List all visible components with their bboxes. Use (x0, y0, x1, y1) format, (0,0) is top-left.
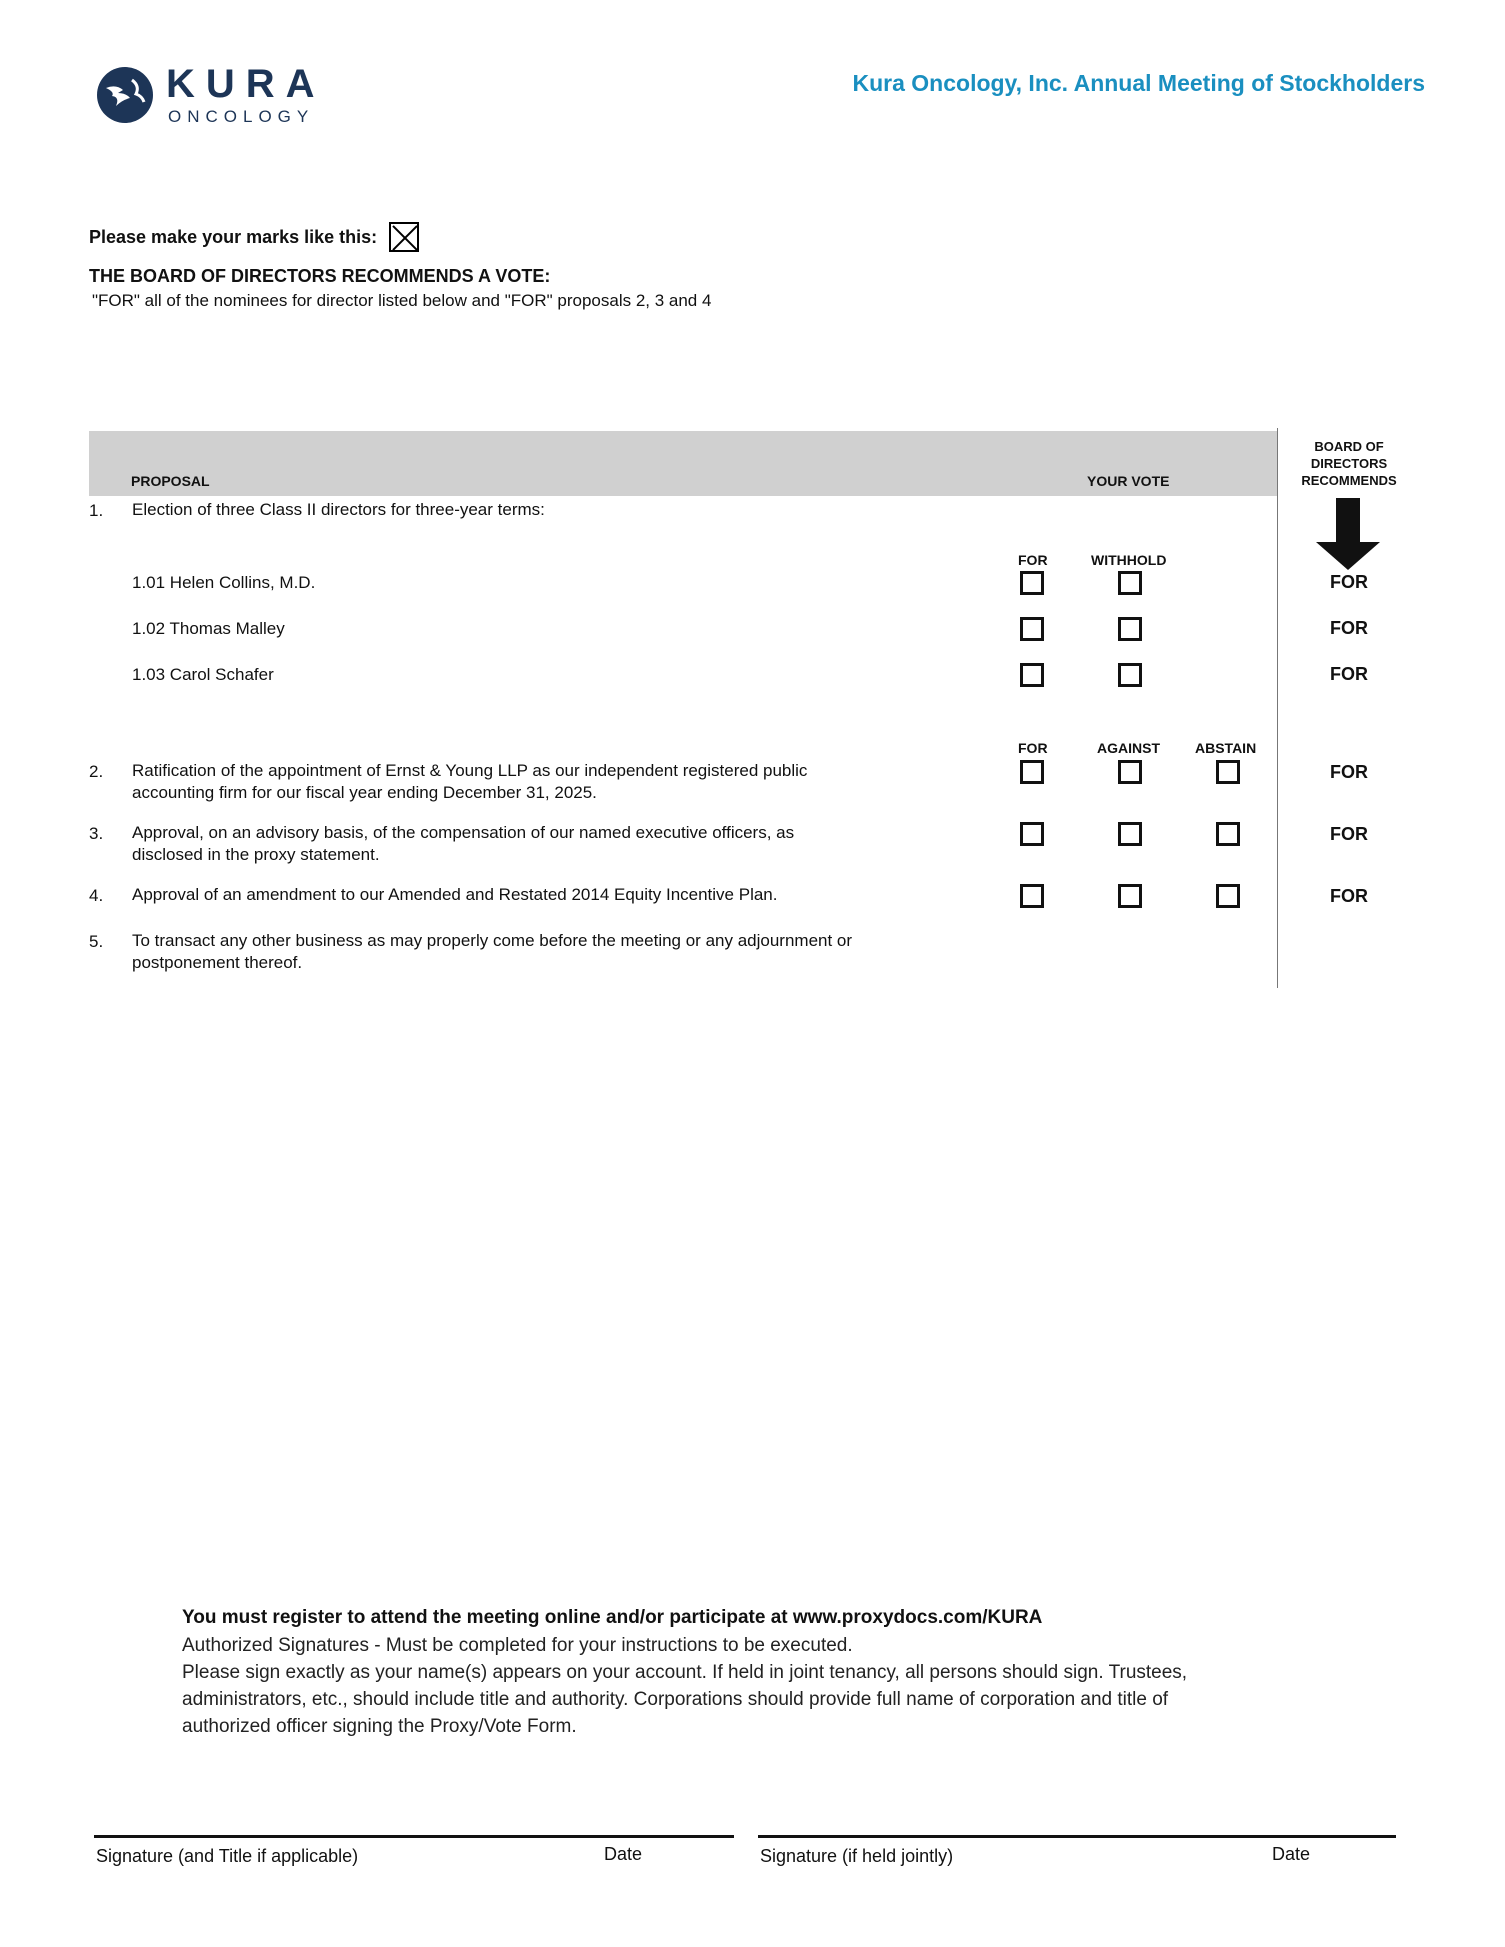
vote-label-against: AGAINST (1097, 740, 1160, 756)
col-header-proposal: PROPOSAL (131, 473, 210, 489)
signing-instructions-line3: authorized officer signing the Proxy/Vote Form. (182, 1716, 577, 1737)
nominee-1-recommend: FOR (1330, 572, 1368, 592)
vote-label-abstain: ABSTAIN (1195, 740, 1257, 756)
company-logo (96, 62, 336, 132)
proposal-5-number: 5. (89, 932, 104, 951)
meeting-title: Kura Oncology, Inc. Annual Meeting of Stockholders (852, 70, 1425, 96)
proposal-3-line2: disclosed in the proxy statement. (132, 845, 380, 864)
marks-label: Please make your marks like this: (89, 226, 378, 247)
proposal-3-abstain-checkbox[interactable] (1216, 822, 1240, 846)
proposal-1-text: Election of three Class II directors for three-year terms: (132, 500, 545, 519)
marks-instruction (89, 222, 419, 252)
nominee-3-label: 1.03 Carol Schafer (132, 665, 274, 684)
board-recommends-detail: "FOR" all of the nominees for director listed below and "FOR" proposals 2, 3 and 4 (92, 291, 712, 310)
nominee-3-withhold-checkbox[interactable] (1118, 663, 1142, 687)
proposal-3-number: 3. (89, 824, 104, 843)
vote-label-for: FOR (1018, 552, 1048, 568)
proposal-2-abstain-checkbox[interactable] (1216, 760, 1240, 784)
signature-2-date-label: Date (1272, 1844, 1311, 1864)
proposal-2-line2: accounting firm for our fiscal year ending December 31, 2025. (132, 783, 597, 802)
nominee-2-recommend: FOR (1330, 618, 1368, 638)
signature-1-label: Signature (and Title if applicable) (96, 1846, 359, 1866)
vote-label-for-2: FOR (1018, 740, 1048, 756)
proposal-2-for-checkbox[interactable] (1020, 760, 1044, 784)
proposal-4-number: 4. (89, 886, 104, 905)
nominee-1-withhold-checkbox[interactable] (1118, 571, 1142, 595)
proposal-5-line1: To transact any other business as may properly come before the meeting or any adjournment or (132, 931, 853, 950)
proposal-4-against-checkbox[interactable] (1118, 884, 1142, 908)
proposal-4-for-checkbox[interactable] (1020, 884, 1044, 908)
proposal-2-recommend: FOR (1330, 762, 1368, 782)
sample-mark-icon (389, 222, 419, 252)
proposal-4-abstain-checkbox[interactable] (1216, 884, 1240, 908)
nominee-1-label: 1.01 Helen Collins, M.D. (132, 573, 316, 592)
nominee-3-for-checkbox[interactable] (1020, 663, 1044, 687)
proposal-2-against-checkbox[interactable] (1118, 760, 1142, 784)
down-arrow-icon (1316, 498, 1380, 570)
proposal-3-for-checkbox[interactable] (1020, 822, 1044, 846)
signature-line-2[interactable] (758, 1835, 1396, 1838)
vote-label-withhold: WITHHOLD (1091, 552, 1167, 568)
signature-line-1[interactable] (94, 1835, 734, 1838)
kura-logo-icon (96, 66, 154, 124)
signature-2-label: Signature (if held jointly) (760, 1846, 954, 1866)
col-header-your-vote: YOUR VOTE (1087, 473, 1170, 489)
logo-wordmark: KURA (166, 62, 326, 106)
signing-instructions-line1: Please sign exactly as your name(s) appears on your account. If held in joint tenancy, all persons should sign. Trustees, (182, 1662, 1188, 1683)
proposal-2-number: 2. (89, 762, 104, 781)
recommend-column-divider (1277, 428, 1278, 988)
proposal-3-recommend: FOR (1330, 824, 1368, 844)
signature-1-date-label: Date (604, 1844, 643, 1864)
col-header-board-recommends: BOARD OF DIRECTORS RECOMMENDS (1301, 439, 1397, 488)
proposal-3-line1: Approval, on an advisory basis, of the compensation of our named executive officers, as (132, 823, 795, 842)
proposal-2-line1: Ratification of the appointment of Ernst & Young LLP as our independent registered public (132, 761, 808, 780)
authorized-signatures-note: Authorized Signatures - Must be completed for your instructions to be executed. (182, 1635, 853, 1656)
proposal-4-line1: Approval of an amendment to our Amended and Restated 2014 Equity Incentive Plan. (132, 885, 778, 904)
proposal-5-line2: postponement thereof. (132, 953, 303, 972)
proposal-4-recommend: FOR (1330, 886, 1368, 906)
nominee-2-label: 1.02 Thomas Malley (132, 619, 285, 638)
nominee-2-withhold-checkbox[interactable] (1118, 617, 1142, 641)
nominee-1-for-checkbox[interactable] (1020, 571, 1044, 595)
nominee-3-recommend: FOR (1330, 664, 1368, 684)
nominee-2-for-checkbox[interactable] (1020, 617, 1044, 641)
logo-subtitle: ONCOLOGY (168, 107, 315, 126)
proposal-1-number: 1. (89, 501, 104, 520)
board-recommends-heading: THE BOARD OF DIRECTORS RECOMMENDS A VOTE: (89, 266, 551, 286)
registration-notice: You must register to attend the meeting online and/or participate at www.proxydocs.com/KURA (182, 1607, 1043, 1628)
proposal-3-against-checkbox[interactable] (1118, 822, 1142, 846)
signing-instructions-line2: administrators, etc., should include title and authority. Corporations should provide full name of corporation and title of (182, 1689, 1169, 1710)
